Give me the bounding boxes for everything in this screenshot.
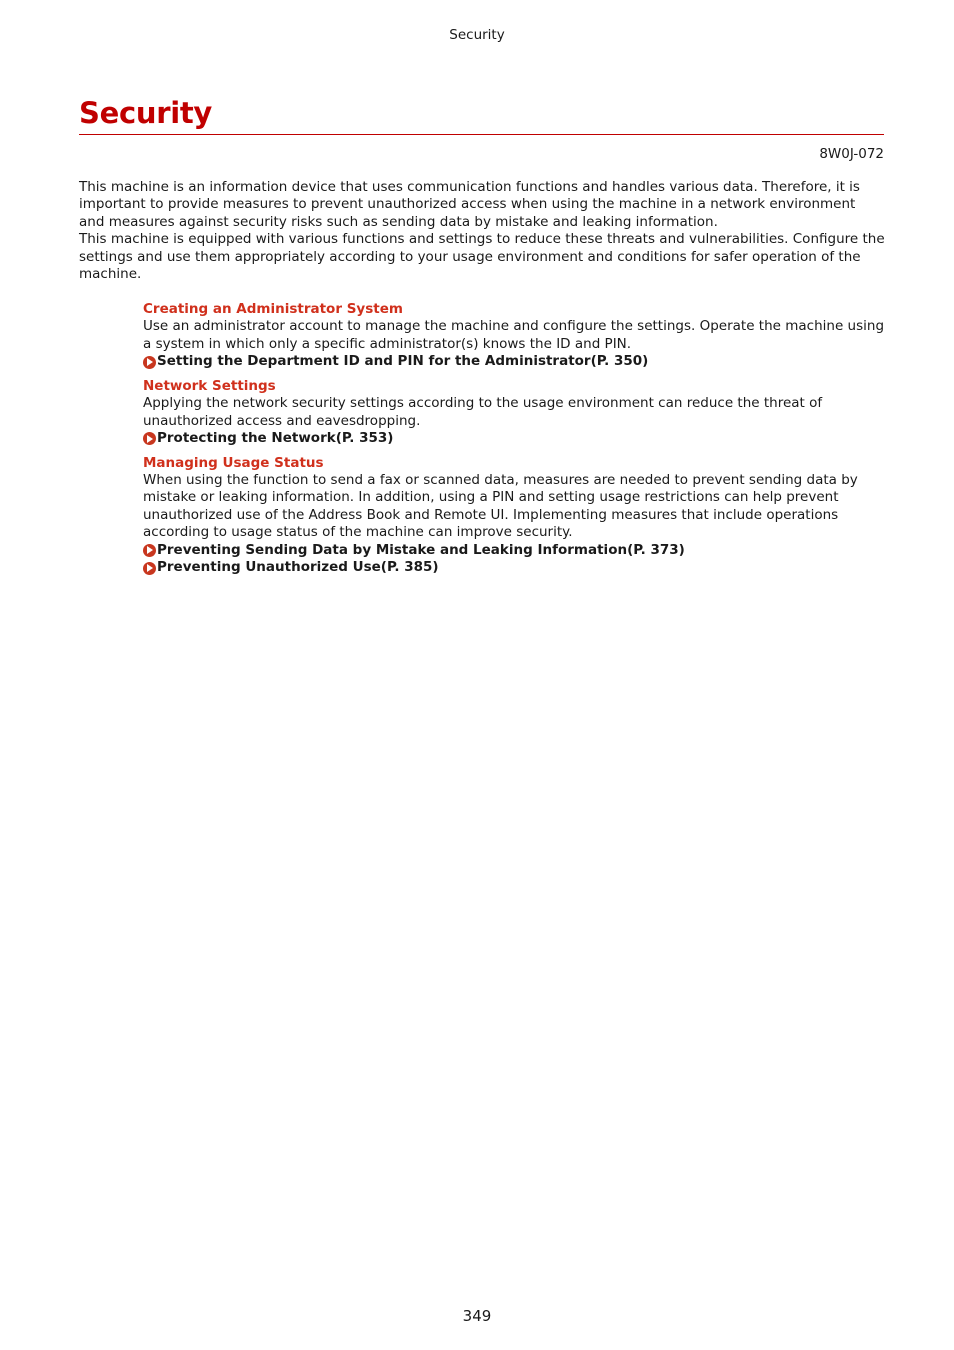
page-title: Security	[79, 96, 212, 130]
link-protecting-network[interactable]	[143, 430, 885, 448]
link-label[interactable]: Setting the Department ID and PIN for the Administrator(P. 350)	[157, 353, 649, 370]
title-divider	[79, 134, 884, 135]
link-preventing-unauthorized-use[interactable]	[143, 559, 885, 577]
circle-arrow-right-icon	[143, 562, 156, 575]
circle-arrow-right-icon	[143, 432, 156, 445]
circle-arrow-right-icon	[143, 356, 156, 369]
section-heading: Creating an Administrator System	[143, 301, 403, 317]
section-network-settings	[143, 378, 885, 448]
link-label[interactable]: Preventing Sending Data by Mistake and Leaking Information(P. 373)	[157, 541, 685, 558]
section-managing-usage-status	[143, 455, 885, 577]
document-code: 8W0J-072	[819, 146, 884, 162]
section-administrator-system	[143, 301, 885, 371]
link-label[interactable]: Preventing Unauthorized Use(P. 385)	[157, 559, 439, 576]
section-body: Applying the network security settings according to the usage environment can reduce the threat of unauthorized access and eavesdropping.	[143, 395, 823, 429]
intro-paragraph-1: This machine is an information device that uses communication functions and handles various data. Therefore, it is important to provide measures to prevent unauthorized access when using the machine in a network environment and measures against security risks such as sending data by mistake and leaking information.	[79, 179, 860, 230]
circle-arrow-right-icon	[143, 544, 156, 557]
page-number: 349	[462, 1307, 492, 1325]
section-heading: Network Settings	[143, 377, 276, 394]
section-body: When using the function to send a fax or scanned data, measures are needed to prevent sending data by mistake or leaking information. In addition, using a PIN and setting usage restrictions can help prevent unauthorized use of the Address Book and Remote UI. Implementing measures that include operations according to usage status of the machine can improve security.	[143, 472, 858, 541]
link-department-id-pin[interactable]	[143, 353, 885, 371]
section-list	[143, 301, 885, 584]
section-body: Use an administrator account to manage the machine and configure the settings. Operate the machine using a system in which only a specific administrator(s) knows the ID and PIN.	[143, 318, 885, 352]
intro-text	[79, 179, 885, 283]
running-header: Security	[449, 27, 505, 43]
section-heading: Managing Usage Status	[143, 454, 324, 471]
intro-paragraph-2: This machine is equipped with various functions and settings to reduce these threats and vulnerabilities. Configure the settings and use them appropriately according to your usage environment and conditions for safer operation of the machine.	[79, 231, 885, 283]
link-label[interactable]: Protecting the Network(P. 353)	[157, 430, 394, 447]
link-preventing-sending-data[interactable]	[143, 542, 885, 560]
